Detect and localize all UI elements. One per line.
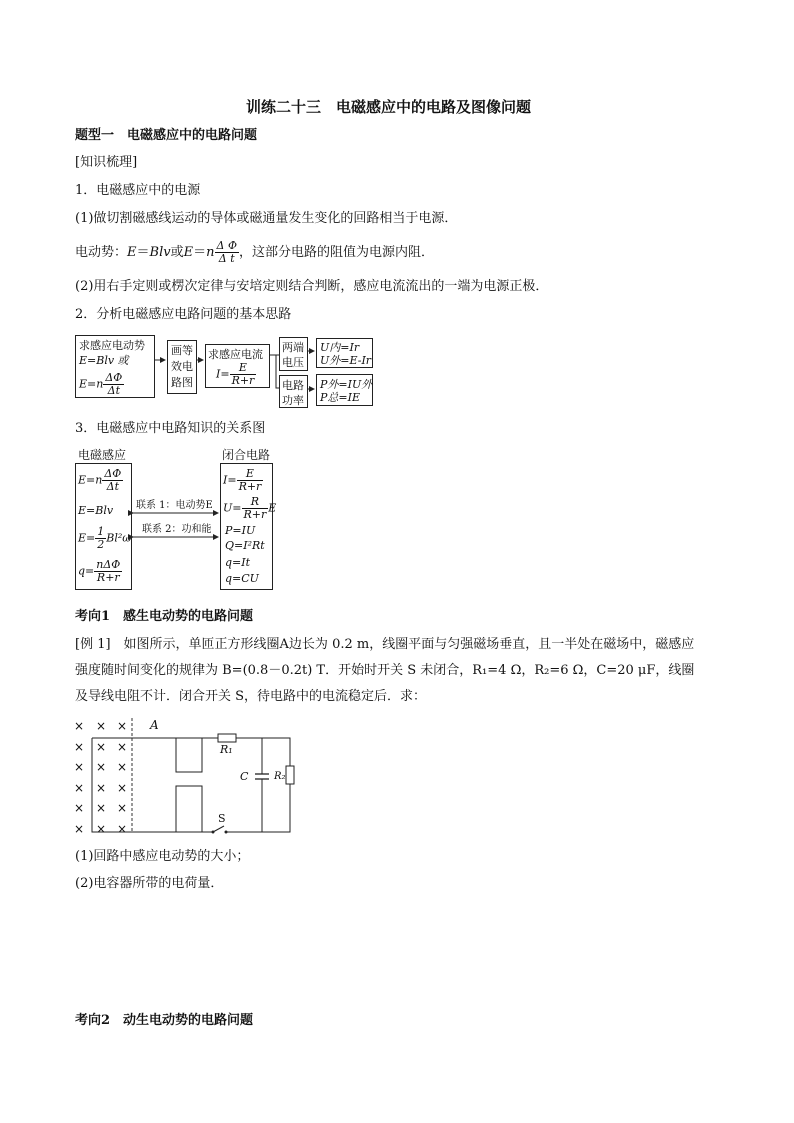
emf-n: n <box>206 245 215 260</box>
relation-l2: E=Blv <box>78 504 114 517</box>
flow-box-power-l1: 电路 <box>282 379 304 392</box>
relation-l1-pre: E=n <box>78 473 103 487</box>
emf-e1: E <box>127 245 137 260</box>
field-cross-icon: × <box>96 740 107 754</box>
field-cross-icon: × <box>74 719 85 733</box>
flow-emf-num: ΔΦ <box>105 371 123 384</box>
emf-blv: Blv <box>149 245 171 260</box>
flow-box-u-l1: U内=Ir <box>320 341 360 354</box>
field-cross-icon: × <box>74 822 85 836</box>
knowledge-heading: [知识梳理] <box>75 155 138 170</box>
field-cross-icon: × <box>96 822 107 836</box>
flow-box-p-l2: P总=IE <box>320 391 360 404</box>
relation-l3-post: Bl²ω <box>106 531 132 545</box>
relation-r6: q=CU <box>225 572 259 585</box>
s1-heading: 1．电磁感应中的电源 <box>75 183 201 198</box>
relation-l1-den: Δt <box>106 480 120 493</box>
question-1: (1)回路中感应电动势的大小； <box>75 849 250 864</box>
relation-l4-den: R+r <box>96 571 120 584</box>
kx2-heading: 考向2 动生电动势的电路问题 <box>75 1013 254 1028</box>
circuit-label-R2: R₂ <box>274 771 286 782</box>
relation-left-label: 电磁感应 <box>78 448 127 462</box>
s3-heading: 3．电磁感应中电路知识的关系图 <box>75 421 266 436</box>
example1-line3: 及导线电阻不计．闭合开关 S，待电路中的电流稳定后．求： <box>75 689 427 704</box>
emf-suffix: ，这部分电路的阻值为电源内阻． <box>238 245 434 260</box>
field-cross-icon: × <box>96 801 107 815</box>
flow-box-circuit-l1: 画等 <box>171 344 193 357</box>
relation-r1-num: E <box>237 468 264 481</box>
s2-heading: 2．分析电磁感应电路问题的基本思路 <box>75 307 292 322</box>
emf-num: Δ Φ <box>216 239 237 252</box>
kx1-heading: 考向1 感生电动势的电路问题 <box>75 609 254 624</box>
section-heading-type1: 题型一 电磁感应中的电路问题 <box>75 128 258 143</box>
flow-box-current-title: 求感应电流 <box>208 348 263 361</box>
relation-r1-pre: I= <box>223 473 237 487</box>
emf-or: 或 <box>170 245 184 260</box>
flow-box-u-l2: U外=E-Ir <box>320 354 372 367</box>
field-cross-icon: × <box>117 760 128 774</box>
flow-box-voltage-l2: 电压 <box>282 356 304 369</box>
flow-current-pre: I= <box>216 367 230 381</box>
relation-r2-den: R+r <box>243 508 267 521</box>
field-cross-icon: × <box>117 719 128 733</box>
s1-p2: (2)用右手定则或楞次定律与安培定则结合判断，感应电流流出的一端为电源正极． <box>75 279 549 294</box>
relation-right-label: 闭合电路 <box>222 448 271 462</box>
relation-r5: q=It <box>225 556 251 569</box>
flow-box-circuit-l3: 路图 <box>171 376 193 389</box>
circuit-label-A: A <box>150 718 159 732</box>
page-title: 训练二十三 电磁感应中的电路及图像问题 <box>246 98 532 116</box>
relation-link1: 联系 1：电动势E <box>136 500 213 511</box>
field-cross-icon: × <box>74 781 85 795</box>
relation-r2-post: E <box>268 501 277 515</box>
field-cross-icon: × <box>74 740 85 754</box>
flow-box-power-l2: 功率 <box>282 394 304 407</box>
field-cross-icon: × <box>117 740 128 754</box>
flow-box-emf-formula1: E=Blv 或 <box>79 354 129 367</box>
emf-eq1: ＝ <box>136 245 150 260</box>
relation-r3: P=IU <box>225 524 256 537</box>
flow-box-voltage-l1: 两端 <box>282 341 304 354</box>
field-cross-icon: × <box>74 760 85 774</box>
emf-den: Δ t <box>218 252 235 265</box>
flow-emf-den: Δt <box>107 384 121 397</box>
relation-link2: 联系 2：功和能 <box>142 524 212 535</box>
relation-r1-den: R+r <box>238 480 262 493</box>
relation-l1-num: ΔΦ <box>104 467 122 480</box>
flow-box-circuit-l2: 效电 <box>171 360 193 373</box>
field-cross-icon: × <box>74 801 85 815</box>
relation-r2-pre: U= <box>223 501 242 515</box>
relation-l3-den: 2 <box>97 538 105 551</box>
relation-l4-pre: q= <box>78 564 95 578</box>
flow-current-num: E <box>230 362 257 375</box>
question-2: (2)电容器所带的电荷量． <box>75 876 224 891</box>
circuit-label-S: S <box>218 812 226 825</box>
field-cross-icon: × <box>96 760 107 774</box>
flow-box-emf-title: 求感应电动势 <box>79 339 145 352</box>
example1-line1: [例 1] 如图所示，单匝正方形线圈A边长为 0.2 m，线圈平面与匀强磁场垂直，且一半处在磁场中，磁感应 <box>75 637 695 652</box>
flow-box-p-l1: P外=IU外 <box>320 378 373 391</box>
relation-l3-pre: E= <box>78 531 96 545</box>
field-cross-icon: × <box>96 719 107 733</box>
relation-r4: Q=I²Rt <box>225 539 265 552</box>
circuit-label-R1: R₁ <box>220 743 233 756</box>
emf-prefix: 电动势： <box>75 245 128 260</box>
emf-e2: E <box>183 245 194 260</box>
field-cross-icon: × <box>117 781 128 795</box>
field-cross-icon: × <box>96 781 107 795</box>
relation-l4-num: nΔΦ <box>96 558 121 571</box>
field-cross-icon: × <box>117 822 128 836</box>
s1-p1: (1)做切割磁感线运动的导体或磁通量发生变化的回路相当于电源． <box>75 211 458 226</box>
example1-line2: 强度随时间变化的规律为 B=(0.8－0.2t) T．开始时开关 S 未闭合，R₁=4 Ω，R₂=6 Ω，C=20 μF，线圈 <box>75 663 695 678</box>
flow-emf-pre: E=n <box>79 377 104 391</box>
emf-eq2: ＝ <box>193 245 207 260</box>
relation-l3-num: 1 <box>97 525 105 538</box>
relation-r2-num: R <box>242 496 269 509</box>
circuit-label-C: C <box>240 770 249 783</box>
flow-current-den: R+r <box>231 374 255 387</box>
field-cross-icon: × <box>117 801 128 815</box>
